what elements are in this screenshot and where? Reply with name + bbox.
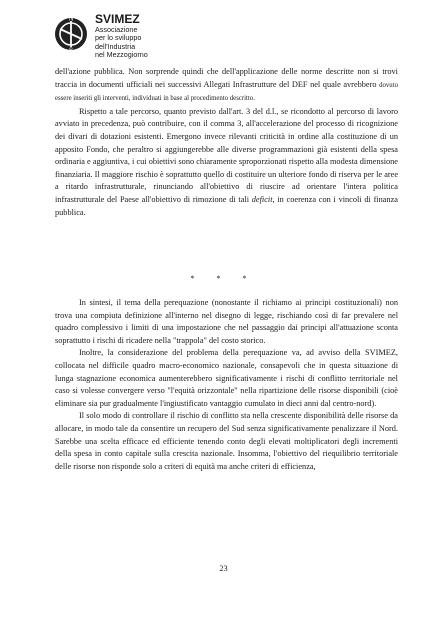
page-number: 23 [219, 564, 228, 573]
svimez-logo-icon [53, 13, 89, 55]
paragraph-1-text: dell'azione pubblica. Non sorprende quindi che dell'applicazione delle norme descritte non si trovi traccia in documenti ufficiali nei successivi Allegati Infrastrutture del DEF nel quale avrebbero [55, 67, 398, 89]
paragraph-2-text: Rispetto a tale percorso, quanto previsto dall'art. 3 del d.l., se ricondotto al percorso di lavoro avviato in precedenza, può contribuire, con il comma 3, all'accelerazione del processo di ricognizione dei divari di dotazioni esistenti. Emergono invece rilevanti criticità in ordine alla costituzione di un apposito Fondo, che peraltro si aggiungerebbe alle diverse programmazioni già esistenti della spesa ordinaria e aggiuntiva, i cui obiettivi sono chiaramente sproporzionati rispetto alla modesta dimensione finanziaria. Il maggiore rischio è soprattutto quello di costituire un ulteriore fondo di riserva per le aree a ritardo infrastrutturale, rinunciando all'obiettivo di riuscire ad orientare l'intera politica infrastrutturale del Paese all'obiettivo di rimozione di tali [55, 106, 398, 204]
body-text-top [55, 66, 398, 219]
org-identity [95, 13, 148, 60]
paragraph-2-italic: deficit [251, 194, 273, 204]
paragraph-2 [55, 106, 398, 219]
section-separator: * * * [190, 274, 257, 283]
org-line-4: nel Mezzogiorno [95, 50, 148, 60]
letterhead [53, 12, 148, 60]
paragraph-1 [55, 66, 398, 106]
paragraph-1-small-text: dovuto essere inseriti gli interventi, individuati in base al procedimento descritto. [55, 81, 398, 103]
paragraph-5: Il solo modo di controllare il rischio di conflitto sta nella crescente disponibilità delle risorse da allocare, in modo tale da consentire un recupero del Sud senza significativamente penalizzare il Nord. Sarebbe una scelta efficace ed efficiente tenendo conto degli elevati moltiplicatori degli incrementi della spesa in conto capitale sulla crescita nazionale. Insomma, l'obiettivo del riequilibrio territoriale delle risorse non risponde solo a criteri di equità ma anche criteri di efficienza, [55, 411, 398, 471]
org-line-3: dell'Industria [95, 41, 136, 51]
logo-letter-n: N [69, 16, 74, 23]
body-text-bottom [55, 297, 398, 473]
paragraph-2-end: , in coerenza con i vincoli di finanza pubblica. [55, 194, 398, 217]
paragraph-3: In sintesi, il tema della perequazione (nonostante il richiamo ai principi costituzionali) non trova una compiuta definizione all'interno nel disegno di legge, rischiando così di far prevalere nel quadro complessivo i limiti di una impostazione che nel passaggio dai principi all'attuazione sconta soprattutto i rischi di ricadere nella "trappola" del costo storico. [55, 298, 398, 345]
paragraph-4: Inoltre, la considerazione del problema della perequazione va, ad avviso della SVIMEZ, collocata nel difficile quadro macro-economico nazionale, consapevoli che in questa situazione di lunga stagnazione economica aumenterebbero significativamente i rischi di conflitto territoriale nel caso si volesse convergere verso "l'equità orizzontale" nella ripartizione delle risorse disponibili (cioè eliminare sia pur gradualmente l'ingiustificato vantaggio cumulato in dieci anni dal centro-nord). [55, 348, 398, 408]
org-line-1: Associazione [95, 25, 138, 34]
org-name: SVIMEZ [95, 12, 140, 26]
org-line-2: per lo sviluppo [95, 33, 142, 43]
logo-letter-s: S [69, 48, 74, 54]
